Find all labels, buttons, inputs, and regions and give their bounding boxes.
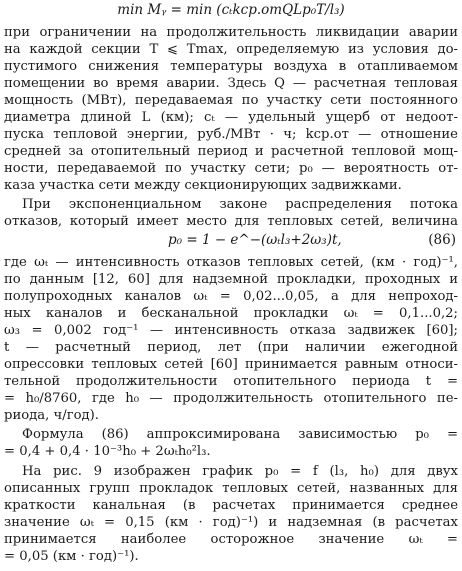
text-line: по данным [12, 60] для надземной прокладки, проходных и	[4, 272, 458, 287]
text-line: описанных групп прокладок тепловых сетей, названных для	[4, 481, 458, 496]
text-line: краткости канальная (в расчетах принимается среднее	[4, 498, 458, 513]
formula-86-number: (86)	[428, 232, 456, 248]
text-line: полупроходных каналов ωₜ = 0,02...0,05, а для непроход-	[4, 289, 458, 304]
text-line: = 0,4 + 0,4 · 10⁻³h₀ + 2ωₜh₀²l₃.	[4, 444, 211, 459]
text-line: t — расчетный период, лет (при наличии ежегодной	[4, 340, 458, 355]
text-line: помещении во время аварии. Здесь Q — расчетная тепловая	[4, 76, 458, 91]
text-line: пустимого снижения температуры воздуха в отапливаемом	[4, 59, 458, 74]
text-line: принимается наиболее осторожное значение ωₜ =	[4, 532, 458, 547]
text-line: На рис. 9 изображен график p₀ = f (l₃, h₀) для двух	[22, 464, 458, 479]
formula-86-expression: p₀ = 1 − e^−(ωₜl₃+2ω₃)t,	[168, 232, 342, 248]
text-line: где ωₜ — интенсивность отказов тепловых сетей, (км · год)⁻¹,	[4, 255, 458, 270]
text-line: ности, передаваемой по участку сети; p₀ — вероятность от-	[4, 161, 458, 176]
text-line: = h₀/8760, где h₀ — продолжительность отопительного пе-	[4, 391, 458, 406]
text-line: отказов, который имеет место для тепловых сетей, величина	[4, 214, 458, 229]
text-line: каза участка сети между секционирующих задвижками.	[4, 178, 402, 193]
text-line: при ограничении на продолжительность ликвидации аварии	[4, 25, 458, 40]
text-line: опрессовки тепловых сетей [60] принимается равным относи-	[4, 357, 458, 372]
text-line: пуска тепловой энергии, руб./МВт · ч; kср.от — отношение	[4, 127, 458, 142]
text-line: диаметра длиной L (км); cₜ — удельный ущерб от недоот-	[4, 110, 458, 125]
text-line: значение ωₜ = 0,15 (км · год)⁻¹) и надземная (в расчетах	[4, 515, 458, 530]
text-line: При экспоненциальном законе распределения потока	[22, 197, 458, 212]
text-line: тельной продолжительности отопительного периода t =	[4, 374, 458, 389]
text-line: Формула (86) аппроксимирована зависимостью p₀ =	[22, 427, 458, 442]
text-line: риода, ч/год).	[4, 408, 100, 423]
text-line: средней за отопительный период и расчетной тепловой мощ-	[4, 144, 458, 159]
text-line: = 0,05 (км · год)⁻¹).	[4, 549, 139, 564]
text-line: на каждой секции T ⩽ Tmax, определяемую из условия до-	[4, 42, 458, 57]
text-line: мощность (МВт), передаваемая по участку сети постоянного	[4, 93, 458, 108]
text-line: ных каналов и бесканальной прокладки ωₜ = 0,1...0,2;	[4, 306, 458, 321]
text-line: ω₃ = 0,002 год⁻¹ — интенсивность отказа задвижек [60];	[4, 323, 458, 338]
objective-formula: min Mᵧ = min (cₜkср.отQLp₀T/l₃)	[117, 2, 345, 18]
